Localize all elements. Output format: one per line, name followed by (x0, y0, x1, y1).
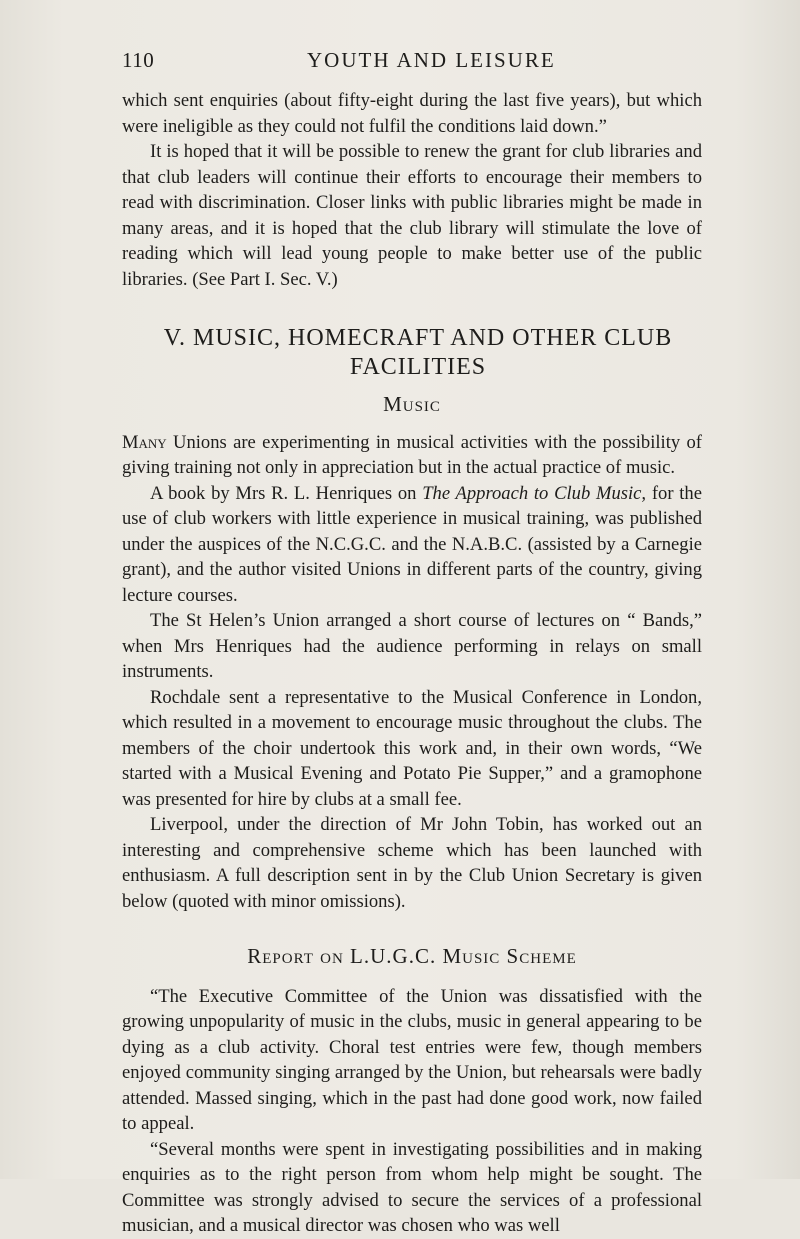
paragraph-st-helens: The St Helen’s Union arranged a short course of lectures on “ Bands,” when Mrs Henriques had the audience performing in relays on small instruments. (122, 610, 702, 682)
paragraph-club-libraries: It is hoped that it will be possible to renew the grant for club libraries and that club leaders will continue their efforts to encourage their members to read with discrimination. Closer links with public libraries might be made in many areas, and it is hoped that the club library will stimulate the love of reading which will lead young people to make better use of the public libraries. (See Part I. Sec. V.) (122, 141, 702, 290)
book-title: The Approach to Club Music, (422, 482, 647, 504)
paragraph-continued: which sent enquiries (about fifty-eight during the last five years), but which were ineligible as they could not fulfil the conditions laid down.” (122, 90, 702, 137)
page-number: 110 (122, 48, 155, 72)
paragraph-music-intro (122, 430, 702, 481)
lead-word: Many (122, 431, 167, 453)
section-heading: V. MUSIC, HOMECRAFT AND OTHER CLUB FACILITIES (163, 325, 673, 380)
body-text (122, 88, 702, 1239)
paragraph-text: for the use of club workers with little experience in musical training, was published under the auspices of the N.C.G.C. and the N.A.B.C. (assisted by a Carnegie grant), and the author visited Unions in different parts of the country, giving lecture courses. (122, 482, 702, 606)
paragraph-report-2: “Several months were spent in investigating possibilities and in making enquiries as to the right person from whom help might be sought. The Committee was strongly advised to secure the services of a professional musician, and a musical director was chosen who was well (122, 1138, 702, 1236)
paragraph-music-intro-text: Unions are experimenting in musical activities with the possibility of giving training not only in appreciation but in the actual practice of music. (122, 431, 702, 478)
paragraph-liverpool: Liverpool, under the direction of Mr John Tobin, has worked out an interesting and comprehensive scheme which has been launched with enthusiasm. A full description sent in by the Club Union Secretary is given below (quoted with minor omissions). (122, 814, 702, 912)
page-header (122, 42, 702, 78)
report-heading: Report on L.U.G.C. Music Scheme (247, 944, 577, 968)
paragraph-text: A book by Mrs R. L. Henriques on (150, 482, 423, 504)
paragraph-report-1: “The Executive Committee of the Union was dissatisfied with the growing unpopularity of music in the clubs, music in general appearing to be dying as a club activity. Choral test entries were few, though members enjoyed community singing arranged by the Union, but rehearsals were badly attended. Massed singing, which in the past had done good work, now failed to appeal. (122, 985, 702, 1134)
running-title: YOUTH AND LEISURE (307, 48, 556, 72)
paragraph-henriques-book (122, 481, 702, 609)
subsection-heading-music: Music (383, 392, 441, 416)
paragraph-rochdale: Rochdale sent a representative to the Musical Conference in London, which resulted in a movement to encourage music throughout the clubs. The members of the choir undertook this work and, in their own words, “We started with a Musical Evening and Potato Pie Supper,” and a gramophone was presented for hire by clubs at a small fee. (122, 686, 702, 810)
